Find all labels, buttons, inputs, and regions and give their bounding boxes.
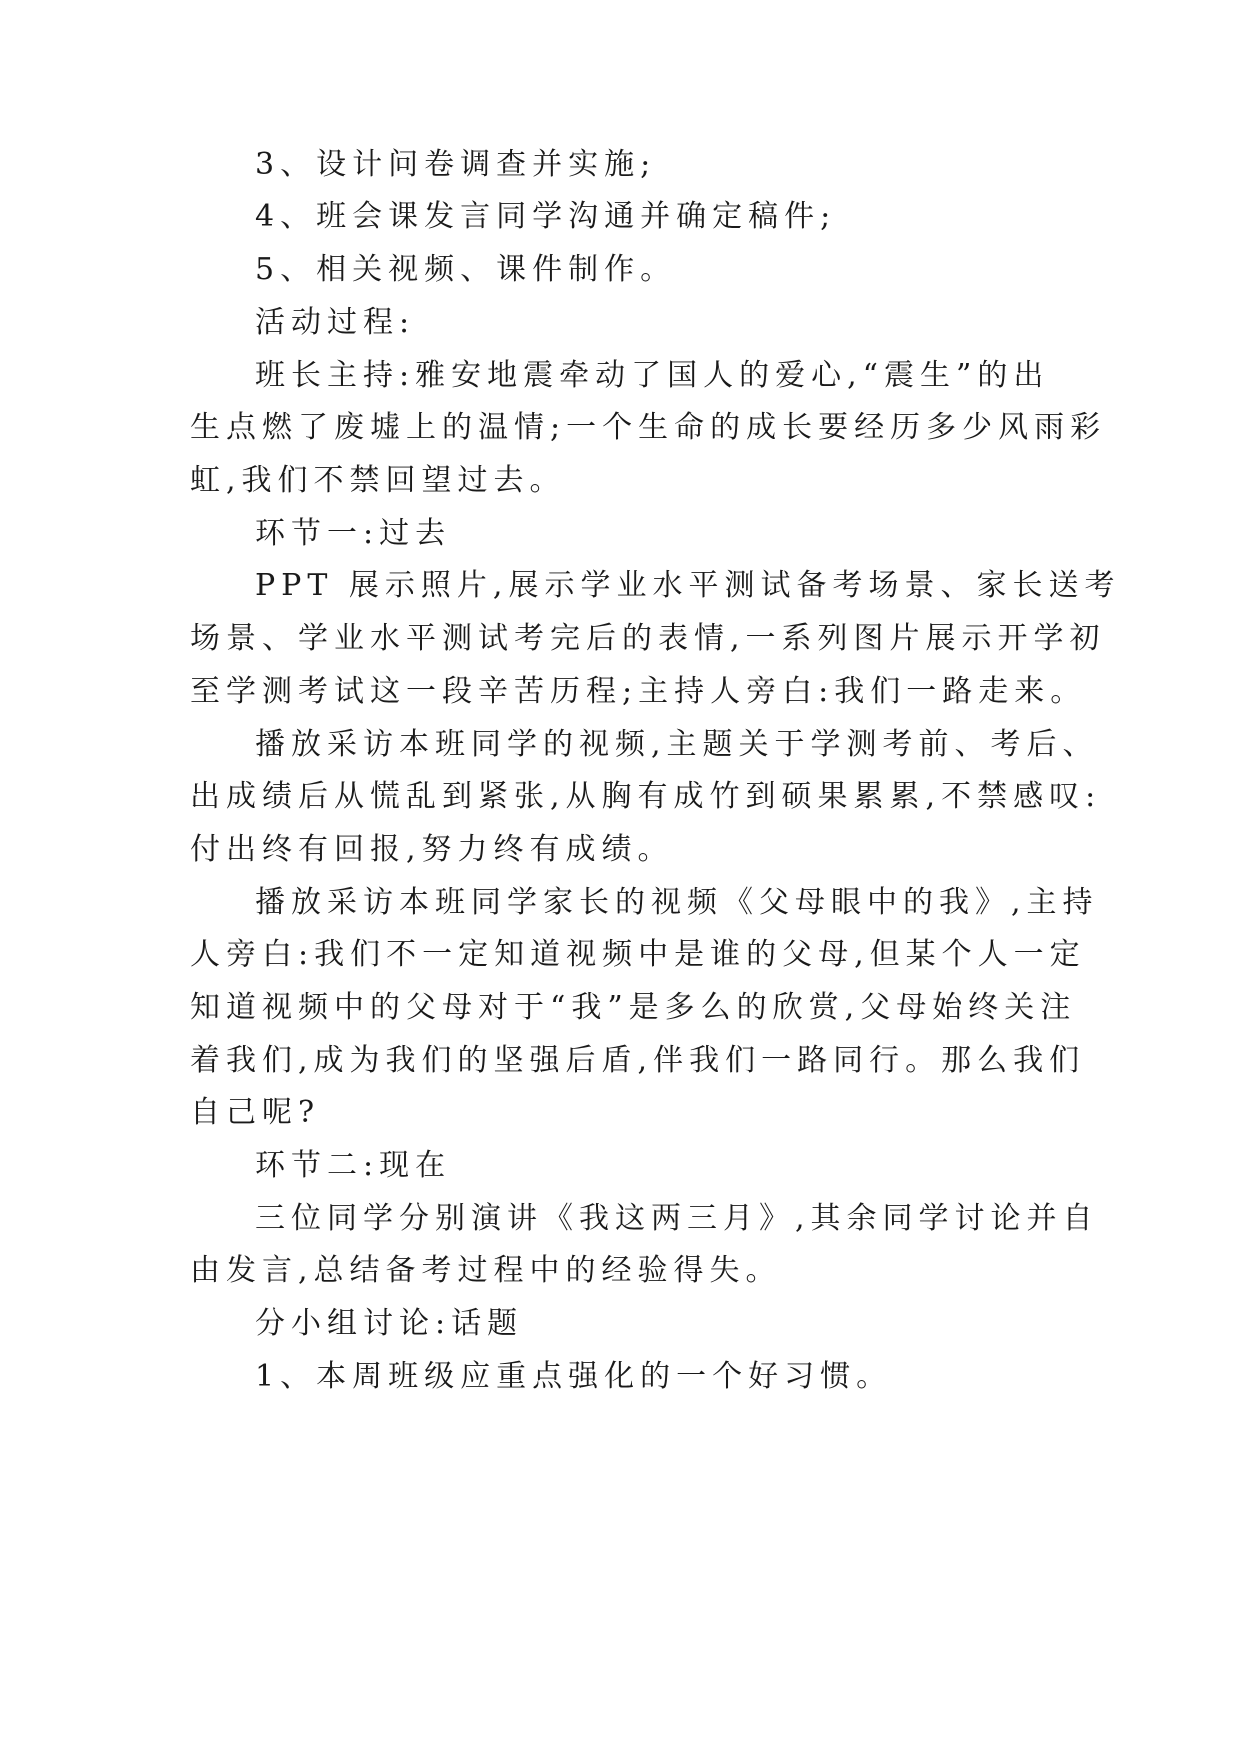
paragraph-line: 生点燃了废墟上的温情;一个生命的成长要经历多少风雨彩 (190, 410, 1107, 445)
section-heading: 环节二:现在 (255, 1148, 452, 1183)
paragraph-line: 人旁白:我们不一定知道视频中是谁的父母,但某个人一定 (190, 937, 1086, 972)
paragraph-line: 至学测考试这一段辛苦历程;主持人旁白:我们一路走来。 (190, 674, 1087, 709)
paragraph-line: 知道视频中的父母对于“我”是多么的欣赏,父母始终关注 (190, 990, 1077, 1025)
paragraph-line: 虹,我们不禁回望过去。 (190, 463, 566, 498)
paragraph-line: 场景、学业水平测试考完后的表情,一系列图片展示开学初 (190, 621, 1106, 656)
text-line: 1、本周班级应重点强化的一个好习惯。 (255, 1359, 893, 1394)
paragraph-line: 三位同学分别演讲《我这两三月》,其余同学讨论并自 (255, 1201, 1099, 1236)
paragraph-line: 着我们,成为我们的坚强后盾,伴我们一路同行。那么我们 (190, 1043, 1086, 1078)
section-heading: 环节一:过去 (255, 516, 452, 551)
text-line: 5、相关视频、课件制作。 (255, 252, 677, 287)
paragraph-line: 播放采访本班同学家长的视频《父母眼中的我》,主持 (255, 885, 1099, 920)
paragraph-line: PPT 展示照片,展示学业水平测试备考场景、家长送考 (255, 568, 1121, 603)
paragraph-line: 付出终有回报,努力终有成绩。 (190, 832, 674, 867)
paragraph-line: 由发言,总结备考过程中的经验得失。 (190, 1253, 782, 1288)
paragraph-line: 班长主持:雅安地震牵动了国人的爱心,“震生”的出 (255, 358, 1050, 393)
text-line: 4、班会课发言同学沟通并确定稿件; (255, 199, 837, 234)
paragraph-line: 播放采访本班同学的视频,主题关于学测考前、考后、 (255, 727, 1099, 762)
text-line: 3、设计问卷调查并实施; (255, 147, 657, 182)
section-heading: 活动过程: (255, 305, 416, 340)
section-heading: 分小组讨论:话题 (255, 1306, 524, 1341)
paragraph-line: 出成绩后从慌乱到紧张,从胸有成竹到硕果累累,不禁感叹: (190, 779, 1102, 814)
paragraph-line: 自己呢? (190, 1095, 321, 1130)
